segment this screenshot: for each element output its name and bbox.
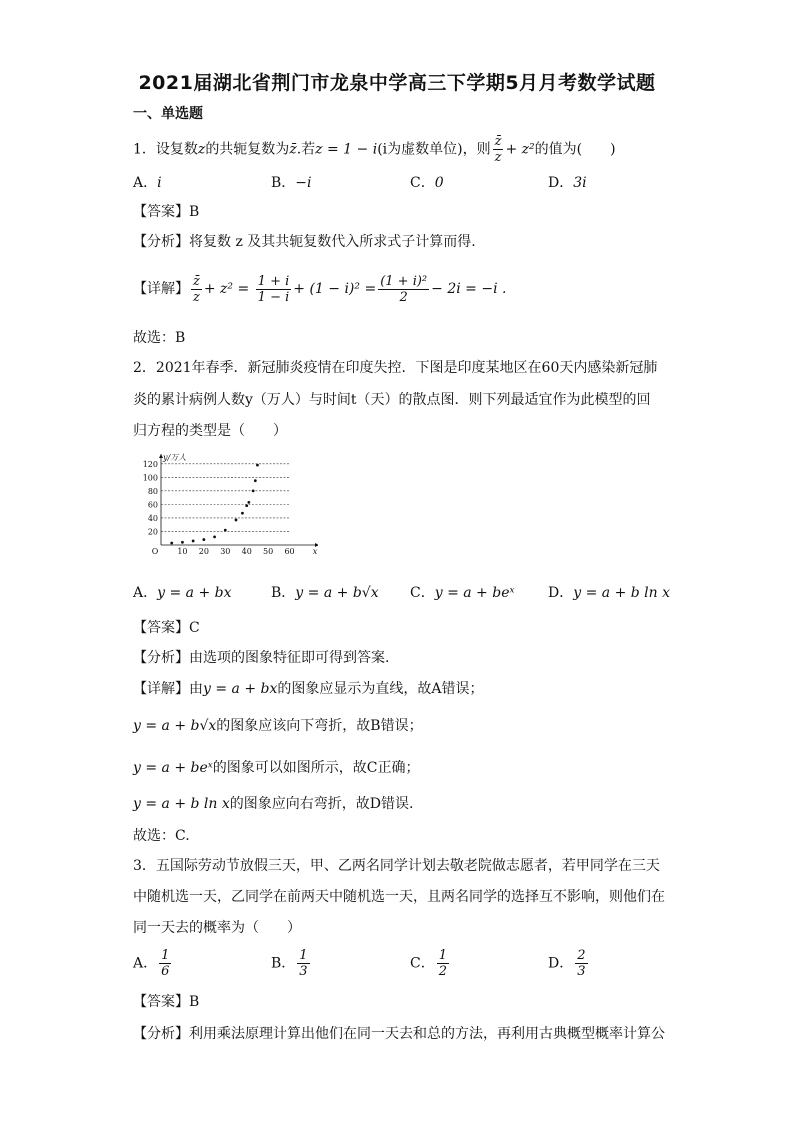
q1-option-d[interactable]: D．3i — [548, 175, 587, 191]
y-tick-label: 60 — [147, 500, 158, 510]
q2-option-a[interactable]: A．y = a + bx — [133, 585, 232, 601]
page-title: 2021届湖北省荆门市龙泉中学高三下学期5月月考数学试题 — [138, 72, 656, 94]
q3-stem-line3: 同一天去的概率为（ ） — [133, 920, 301, 936]
q3-option-b[interactable]: B． $\frac{1}{3}$ — [271, 948, 308, 979]
q1-option-c[interactable]: C．0 — [410, 175, 444, 191]
q3-option-d[interactable]: D． $\frac{2}{3}$ — [548, 948, 586, 979]
q3-stem-line1: 3．五国际劳动节放假三天，甲、乙两名同学计划去敬老院做志愿者，若甲同学在三天 — [133, 858, 660, 874]
data-point — [202, 538, 205, 541]
x-tick-label: 20 — [198, 547, 209, 556]
q2-detail-1: 【详解】由y = a + bx的图象应显示为直线，故A错误； — [133, 681, 484, 697]
y-tick-label: 80 — [147, 486, 158, 496]
data-point — [170, 542, 173, 545]
y-tick-label: 120 — [142, 459, 158, 469]
q2-stem-line3: 归方程的类型是（ ） — [133, 423, 287, 439]
q3-stem-line2: 中随机选一天，乙同学在前两天中随机选一天，且两名同学的选择互不影响，则他们在 — [133, 889, 665, 905]
q2-detail-2: y = a + b√x的图象应该向下弯折，故B错误； — [133, 718, 423, 734]
q2-detail-4: y = a + b ln x的图象应向右弯折，故D错误. — [133, 796, 414, 812]
q1-option-a[interactable]: A．i — [133, 175, 162, 191]
q2-analysis: 【分析】由选项的图象特征即可得到答案. — [133, 650, 390, 666]
x-tick-label: 10 — [177, 547, 188, 556]
data-point — [252, 489, 255, 492]
scatter-chart — [133, 450, 318, 565]
q2-option-b[interactable]: B．y = a + b√x — [271, 585, 379, 601]
x-tick-label: 60 — [284, 547, 295, 556]
data-point — [192, 540, 195, 543]
q2-answer: 【答案】C — [133, 620, 200, 636]
y-tick-label: 20 — [147, 527, 158, 537]
y-tick-label: 40 — [147, 513, 158, 523]
y-axis-label: y/万人 — [163, 453, 187, 462]
q2-option-d[interactable]: D．y = a + b ln x — [548, 585, 671, 601]
y-tick-label: 100 — [142, 473, 158, 483]
data-point — [241, 512, 244, 515]
x-axis-label: x — [312, 547, 318, 556]
q2-detail-3: y = a + beˣ的图象可以如图所示，故C正确； — [133, 760, 420, 776]
origin-label: O — [151, 547, 159, 556]
section-heading: 一、单选题 — [133, 106, 203, 122]
data-point — [181, 541, 184, 544]
data-point — [247, 501, 250, 504]
data-point — [235, 519, 238, 522]
data-point — [213, 535, 216, 538]
q1-answer: 【答案】B — [133, 204, 200, 220]
data-point — [224, 529, 227, 532]
data-point — [256, 464, 259, 467]
q1-conclusion: 故选：B — [133, 330, 186, 346]
q3-option-c[interactable]: C． $\frac{1}{2}$ — [410, 948, 447, 979]
q1-analysis: 【分析】将复数 z 及其共轭复数代入所求式子计算而得. — [133, 234, 476, 250]
q2-conclusion: 故选：C. — [133, 828, 190, 844]
q3-answer: 【答案】B — [133, 994, 200, 1010]
data-point — [254, 479, 257, 482]
q2-stem-line2: 炎的累计病例人数y（万人）与时间t（天）的散点图．则下列最适宜作为此模型的回 — [133, 392, 651, 408]
q2-stem-line1: 2．2021年春季．新冠肺炎疫情在印度失控．下图是印度某地区在60天内感染新冠肺 — [133, 360, 658, 376]
x-tick-label: 30 — [220, 547, 231, 556]
q1-fraction: $\frac{z̄}{z}$ — [494, 134, 502, 165]
q1-detail: 【详解】 $\frac{z̄}{z}$ + z² = $\frac{1 + i}{1 - i}$ + (1 − i)² = $\frac{\text{(1 + i)²}}{2}$ − 2i = −i . — [133, 273, 507, 305]
x-tick-label: 40 — [241, 547, 252, 556]
q1-number: 1． — [133, 141, 156, 158]
q3-analysis: 【分析】利用乘法原理计算出他们在同一天去和总的方法，再利用古典概型概率计算公 — [133, 1026, 665, 1042]
x-tick-label: 50 — [263, 547, 274, 556]
q3-option-a[interactable]: A． $\frac{1}{6}$ — [133, 948, 170, 979]
q1-option-b[interactable]: B．−i — [271, 175, 312, 191]
data-point — [245, 504, 248, 507]
q2-option-c[interactable]: C．y = a + beˣ — [410, 585, 515, 601]
q1-stem: 1．设复数z的共轭复数为z̄.若z = 1 − i(i为虚数单位)，则 $\frac{z̄}{z}$ + z²的值为( ) — [133, 134, 616, 165]
